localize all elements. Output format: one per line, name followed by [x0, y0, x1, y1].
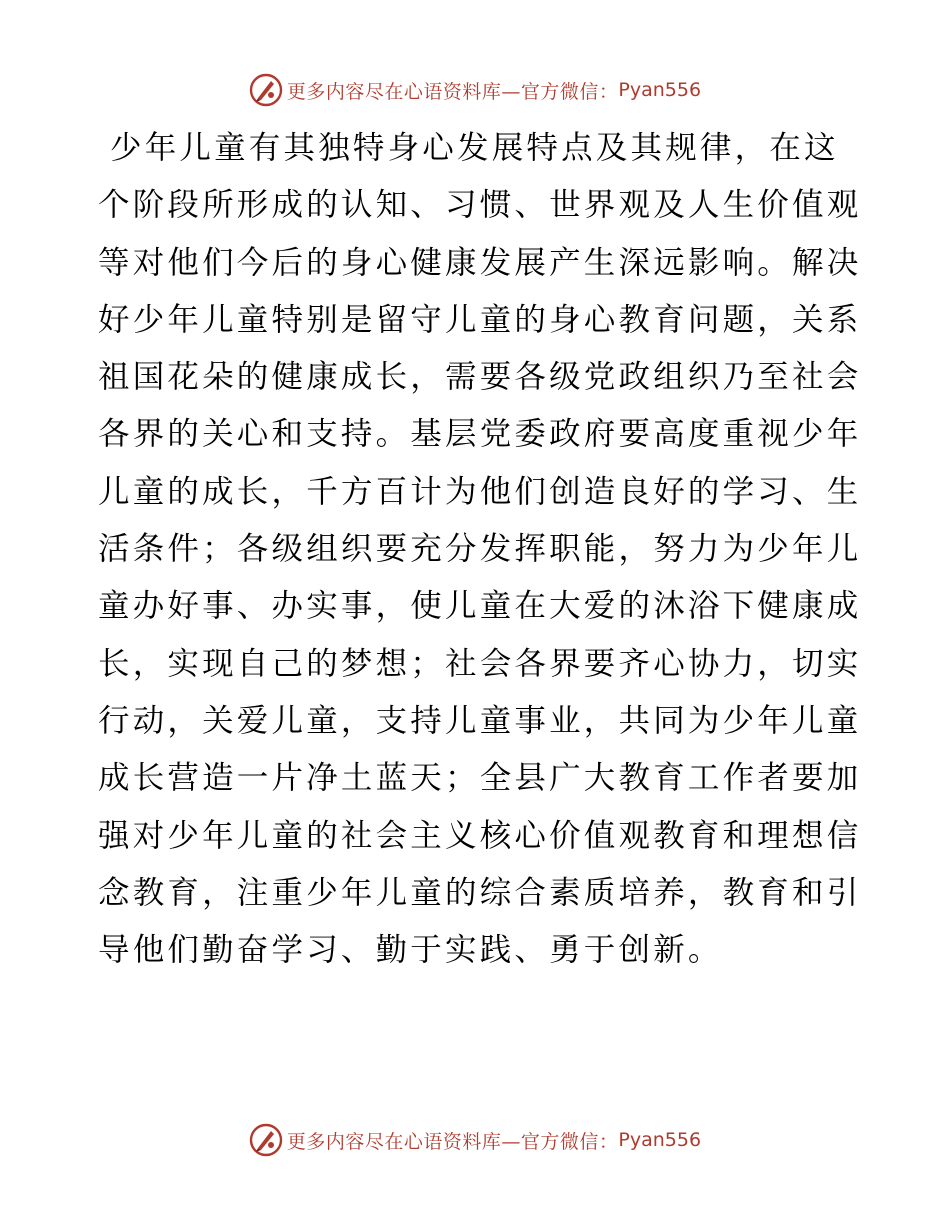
- body-line: 少年儿童有其独特身心发展特点及其规律，在这: [110, 130, 839, 166]
- header-banner-text: 更多内容尽在心语资料库—官方微信：: [286, 80, 619, 103]
- quill-logo-icon: [249, 1123, 283, 1157]
- body-line: 长，实现自己的梦想；社会各界要齐心协力，切实: [98, 645, 862, 682]
- body-line: 各界的关心和支持。基层党委政府要高度重视少年: [98, 416, 862, 453]
- body-line: 念教育，注重少年儿童的综合素质培养，教育和引: [98, 874, 862, 911]
- footer-banner: [0, 1120, 950, 1160]
- body-line: 成长营造一片净土蓝天；全县广大教育工作者要加: [98, 760, 862, 797]
- body-line: 儿童的成长，千方百计为他们创造良好的学习、生: [98, 473, 862, 510]
- header-banner-wechat-id: Pyan556: [618, 79, 702, 101]
- body-line: 等对他们今后的身心健康发展产生深远影响。解决: [98, 244, 862, 281]
- body-line: 好少年儿童特别是留守儿童的身心教育问题，关系: [98, 301, 862, 338]
- quill-logo-icon: [249, 73, 283, 107]
- body-line: 导他们勤奋学习、勤于实践、勇于创新。: [98, 932, 723, 969]
- header-banner: [0, 70, 950, 110]
- footer-banner-text: 更多内容尽在心语资料库—官方微信：: [286, 1130, 619, 1153]
- body-line: 活条件；各级组织要充分发挥职能，努力为少年儿: [98, 531, 862, 568]
- body-line: 祖国花朵的健康成长，需要各级党政组织乃至社会: [98, 359, 862, 396]
- footer-banner-wechat-id: Pyan556: [618, 1129, 702, 1151]
- body-line: 行动，关爱儿童，支持儿童事业，共同为少年儿童: [98, 702, 862, 739]
- body-line: 强对少年儿童的社会主义核心价值观教育和理想信: [98, 817, 862, 854]
- body-line: 个阶段所形成的认知、习惯、世界观及人生价值观: [98, 187, 862, 224]
- document-body: [98, 120, 862, 979]
- body-line: 童办好事、办实事，使儿童在大爱的沐浴下健康成: [98, 588, 862, 625]
